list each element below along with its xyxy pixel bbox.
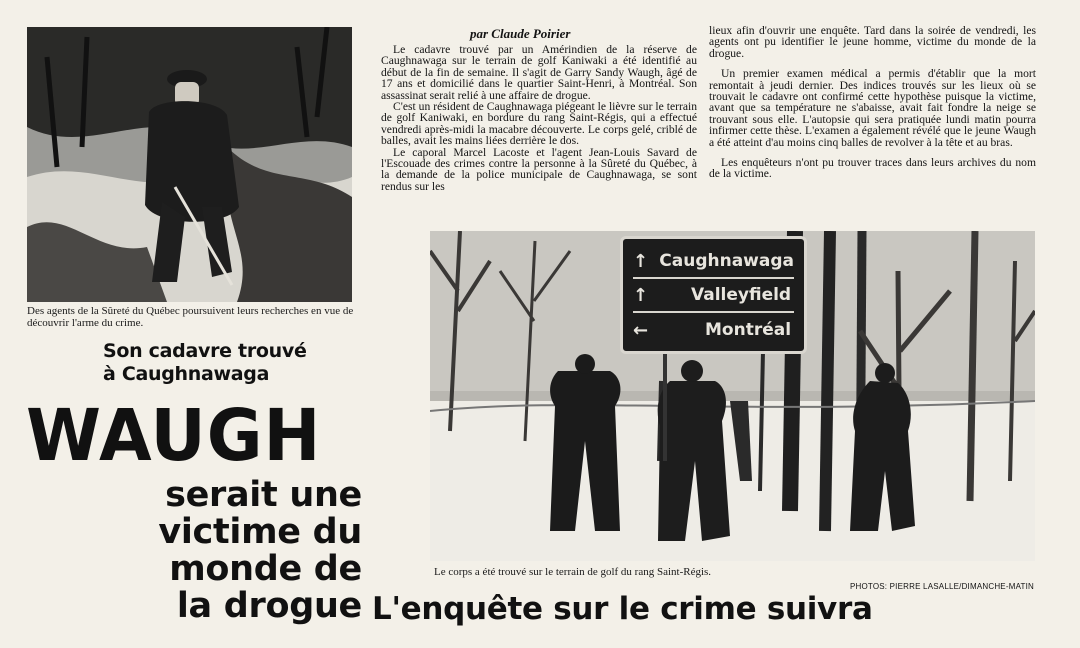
sign-label: Caughnawaga (659, 251, 794, 271)
article-column-right (709, 25, 1036, 180)
kicker-line: à Caughnawaga (103, 363, 270, 385)
sign-row-valleyfield (633, 279, 794, 313)
road-sign (620, 236, 807, 354)
kicker-line: Son cadavre trouvé (103, 340, 307, 362)
bottom-headline: L'enquête sur le crime suivra (372, 591, 873, 627)
main-photo (430, 231, 1035, 561)
left-photo-caption: Des agents de la Sûreté du Québec poursuivent leurs recherches en vue de découvrir l'arme du crime. (27, 305, 354, 329)
sign-row-montreal (633, 313, 794, 347)
deck-line: monde de (169, 549, 362, 589)
arrow-up-icon: ↑ (633, 250, 649, 272)
main-photo-caption: Le corps a été trouvé sur le terrain de golf du rang Saint-Régis. (434, 566, 712, 578)
photo-credit: PHOTOS: PIERRE LASALLE/DIMANCHE-MATIN (849, 582, 1034, 591)
arrow-left-icon: ← (633, 319, 649, 341)
sign-row-caughnawaga (633, 245, 794, 279)
paragraph: Les enquêteurs n'ont pu trouver traces dans leurs archives du nom de la victime. (709, 156, 1036, 181)
byline: par Claude Poirier (470, 26, 571, 41)
deck-line: victime du (158, 512, 362, 552)
paragraph: lieux afin d'ouvrir une enquête. Tard dans la soirée de vendredi, les agents ont pu identifier le jeune homme, victime du monde de la drogue. (709, 24, 1036, 60)
left-photo (27, 27, 352, 302)
sign-label: Montréal (705, 320, 792, 340)
arrow-up-icon: ↑ (633, 284, 649, 306)
deck-line: serait une (165, 475, 362, 515)
paragraph: Le cadavre trouvé par un Amérindien de la réserve de Caughnawaga sur le terrain de golf Kaniwaki a été identifié au début de la fin de semaine. Il s'agit de Garry Sandy Waugh, âgé de 17 ans et domicilié dans le quartier Saint-Henri, à Montréal. Son assassinat serait relié à une affaire de drogue. (381, 43, 697, 102)
left-photo-image (27, 27, 352, 302)
headline-kicker (103, 340, 363, 386)
sign-label: Valleyfield (691, 285, 792, 305)
paragraph: Un premier examen médical a permis d'établir que la mort remontait à jeudi dernier. Des indices trouvés sur les lieux où se trouvait le cadavre ont confirmé cette hypothèse puisque la victime, avant que sa température ne s'abaisse, avait fait fondre la neige se trouvant sous elle. L'autopsie qui sera pratiquée lundi matin pourra infirmer cette thèse. L'examen a également révélé que le jeune Waugh a été atteint d'au moins cinq balles de revolver à la tête et au bras. (709, 67, 1036, 149)
deck-line: la drogue (176, 586, 362, 626)
article-column-middle (381, 44, 697, 192)
paragraph: Le caporal Marcel Lacoste et l'agent Jean-Louis Savard de l'Escouade des crimes contre la personne à la Sûreté du Québec, à la demande de la police municipale de Caughnawaga, se sont rendus sur les (381, 145, 697, 193)
headline-name: WAUGH (26, 394, 322, 478)
paragraph: C'est un résident de Caughnawaga piégeant le lièvre sur le terrain de golf Kaniwaki, en bordure du rang Saint-Régis, qui a effectué vendredi après-midi la macabre découverte. Le corps gelé, criblé de balles, avait les mains liées derrière le dos. (381, 100, 697, 148)
headline-deck (92, 477, 362, 625)
